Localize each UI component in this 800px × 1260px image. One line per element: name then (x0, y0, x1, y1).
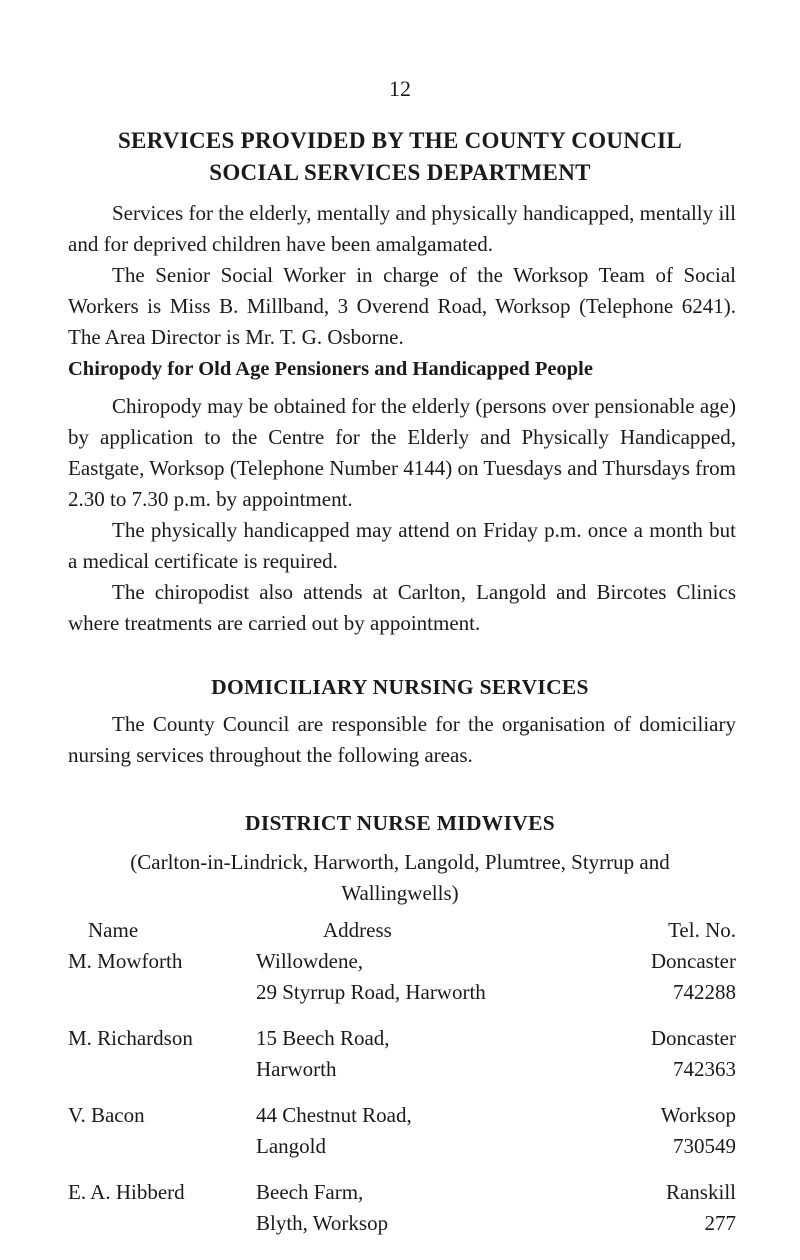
row-tel-exchange: Doncaster (650, 1026, 736, 1050)
district-heading: DISTRICT NURSE MIDWIVES (245, 811, 555, 835)
row-tel-number: 277 (704, 1211, 736, 1235)
chiropody-paragraph-3: The chiropodist also attends at Carlton, Langold and Bircotes Clinics where treatments are carried out by appointment. (68, 580, 736, 635)
district-areas-line-2: Wallingwells) (341, 881, 459, 905)
row-name: M. Mowforth (68, 949, 183, 973)
row-address-line-1: Beech Farm, (256, 1180, 364, 1204)
row-tel-number: 742363 (673, 1057, 736, 1081)
column-header-address: Address (323, 918, 392, 942)
column-header-tel: Tel. No. (668, 918, 736, 942)
column-header-name: Name (88, 918, 139, 942)
district-areas-line-1: (Carlton-in-Lindrick, Harworth, Langold, Plumtree, Styrrup and (130, 850, 670, 874)
row-name: M. Richardson (68, 1026, 193, 1050)
chiropody-paragraph-2: The physically handicapped may attend on Friday p.m. once a month but a medical certificate is required. (68, 518, 736, 573)
domiciliary-heading: DOMICILIARY NURSING SERVICES (211, 675, 589, 699)
row-address-line-2: Blyth, Worksop (256, 1211, 389, 1235)
intro-paragraph-1: Services for the elderly, mentally and physically handicapped, mentally ill and for deprived children have been amalgamated. (68, 201, 736, 256)
row-tel-exchange: Doncaster (650, 949, 736, 973)
row-address-line-2: Langold (256, 1134, 326, 1158)
intro-paragraph-2: The Senior Social Worker in charge of the Worksop Team of Social Workers is Miss B. Millband, 3 Overend Road, Worksop (Telephone 6241). The Area Director is Mr. T. G. Osborne. (68, 263, 736, 349)
row-name: E. A. Hibberd (68, 1180, 185, 1204)
chiropody-paragraph-1: Chiropody may be obtained for the elderly (persons over pensionable age) by application to the Centre for the Elderly and Physically Handicapped, Eastgate, Worksop (Telephone Number 4144) on Tuesdays and Thursdays from 2.30 to 7.30 p.m. by appointment. (68, 394, 736, 511)
row-address-line-1: 44 Chestnut Road, (256, 1103, 412, 1127)
row-tel-number: 742288 (673, 980, 736, 1004)
page-subtitle: SOCIAL SERVICES DEPARTMENT (209, 160, 591, 185)
row-tel-exchange: Ranskill (665, 1180, 736, 1204)
row-tel-exchange: Worksop (660, 1103, 736, 1127)
row-address-line-1: 15 Beech Road, (256, 1026, 390, 1050)
row-tel-number: 730549 (673, 1134, 736, 1158)
row-name: V. Bacon (68, 1103, 145, 1127)
row-address-line-2: 29 Styrrup Road, Harworth (256, 980, 486, 1004)
chiropody-heading: Chiropody for Old Age Pensioners and Handicapped People (68, 358, 593, 380)
domiciliary-paragraph: The County Council are responsible for the organisation of domiciliary nursing services throughout the following areas. (68, 712, 736, 767)
page-title: SERVICES PROVIDED BY THE COUNTY COUNCIL (117, 128, 683, 153)
row-address-line-1: Willowdene, (256, 949, 364, 973)
row-address-line-2: Harworth (256, 1057, 337, 1081)
page-number: 12 (389, 76, 411, 101)
